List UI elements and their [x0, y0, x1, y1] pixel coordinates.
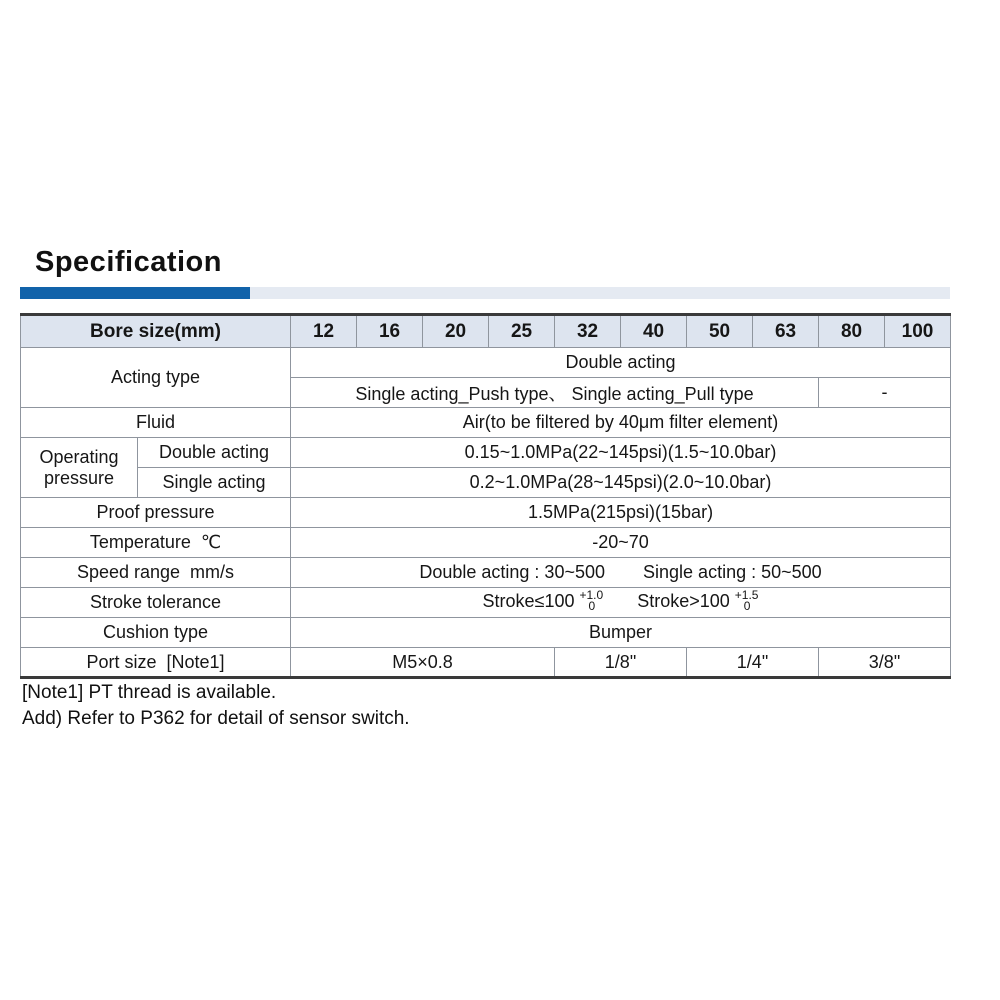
acting-type-label: Acting type: [21, 348, 291, 408]
title-underline-light-segment: [250, 287, 950, 299]
fluid-row: [21, 408, 951, 438]
temperature-label: Temperature ℃: [21, 528, 291, 558]
operating-pressure-single-value: 0.2~1.0MPa(28~145psi)(2.0~10.0bar): [291, 468, 951, 498]
footnote-2: Add) Refer to P362 for detail of sensor switch.: [22, 708, 410, 729]
speed-range-value: [291, 558, 951, 588]
port-size-value-1-4: 1/4": [687, 648, 819, 678]
port-size-value-1-8: 1/8": [555, 648, 687, 678]
temperature-row: [21, 528, 951, 558]
speed-range-label: Speed range mm/s: [21, 558, 291, 588]
bore-column-63: 63: [753, 315, 819, 348]
stroke-tolerance-seg1-tolerance: +1.0 0: [579, 587, 604, 613]
speed-range-single: Single acting : 50~500: [643, 562, 822, 582]
operating-pressure-row-double: [21, 438, 951, 468]
footnote-1: [Note1] PT thread is available.: [22, 682, 277, 703]
stroke-tolerance-seg1: Stroke≤100: [482, 591, 575, 612]
operating-pressure-row-single: [21, 468, 951, 498]
bore-size-header-label: Bore size(mm): [21, 315, 291, 348]
fluid-label: Fluid: [21, 408, 291, 438]
bore-column-50: 50: [687, 315, 753, 348]
bore-column-25: 25: [489, 315, 555, 348]
bore-column-16: 16: [357, 315, 423, 348]
cushion-type-value: Bumper: [291, 618, 951, 648]
cushion-type-row: [21, 618, 951, 648]
bore-column-12: 12: [291, 315, 357, 348]
stroke-tolerance-row: [21, 588, 951, 618]
operating-pressure-double-sublabel: Double acting: [138, 438, 291, 468]
footnotes: [22, 680, 410, 732]
operating-pressure-double-value: 0.15~1.0MPa(22~145psi)(1.5~10.0bar): [291, 438, 951, 468]
stroke-tolerance-label: Stroke tolerance: [21, 588, 291, 618]
acting-type-double-value: Double acting: [291, 348, 951, 378]
acting-type-not-available: -: [819, 378, 951, 408]
port-size-value-3-8: 3/8": [819, 648, 951, 678]
page-title: Specification: [35, 246, 222, 278]
bore-column-20: 20: [423, 315, 489, 348]
speed-range-row: [21, 558, 951, 588]
temperature-value: -20~70: [291, 528, 951, 558]
stroke-tolerance-seg2: Stroke>100: [637, 591, 730, 612]
fluid-value: Air(to be filtered by 40μm filter element): [291, 408, 951, 438]
bore-size-header-row: [21, 315, 951, 348]
proof-pressure-label: Proof pressure: [21, 498, 291, 528]
port-size-label: Port size [Note1]: [21, 648, 291, 678]
acting-type-row-double: [21, 348, 951, 378]
title-underline: [20, 287, 950, 299]
bore-column-100: 100: [885, 315, 951, 348]
proof-pressure-row: [21, 498, 951, 528]
port-size-row: [21, 648, 951, 678]
specification-table: [20, 313, 951, 679]
port-size-value-m5: M5×0.8: [291, 648, 555, 678]
proof-pressure-value: 1.5MPa(215psi)(15bar): [291, 498, 951, 528]
title-underline-dark-segment: [20, 287, 250, 299]
bore-column-32: 32: [555, 315, 621, 348]
speed-range-double: Double acting : 30~500: [419, 562, 606, 582]
stroke-tolerance-value: [291, 588, 951, 618]
operating-pressure-label: Operating pressure: [21, 438, 138, 498]
operating-pressure-single-sublabel: Single acting: [138, 468, 291, 498]
acting-type-single-value: Single acting_Push type、 Single acting_Pull type: [291, 378, 819, 408]
stroke-tolerance-seg2-tolerance: +1.5 0: [734, 587, 759, 613]
bore-column-40: 40: [621, 315, 687, 348]
bore-column-80: 80: [819, 315, 885, 348]
cushion-type-label: Cushion type: [21, 618, 291, 648]
